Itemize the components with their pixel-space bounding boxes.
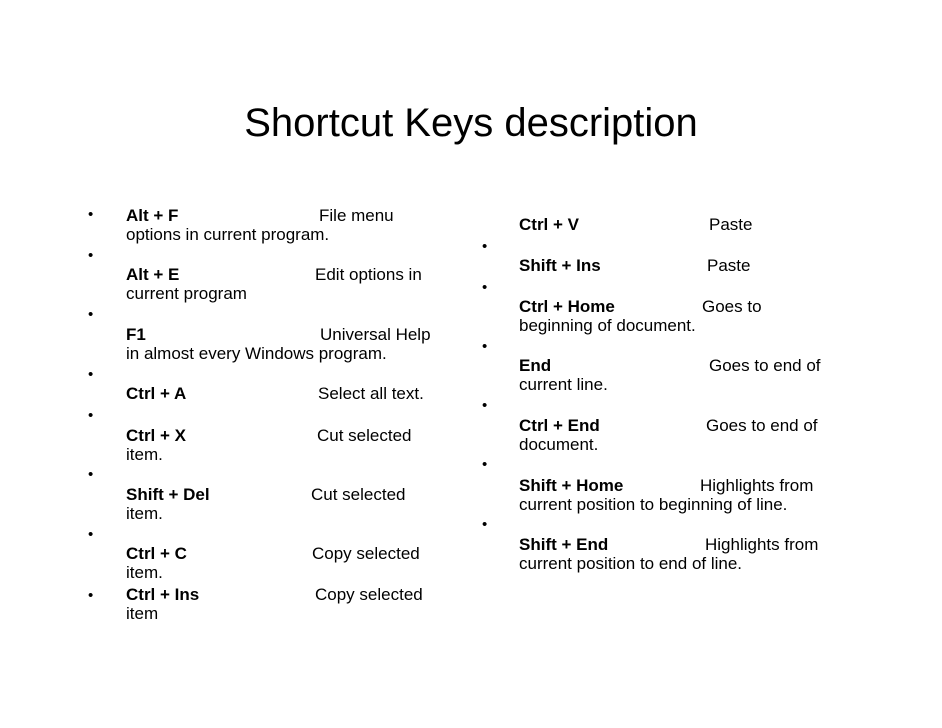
bullet: •: [88, 466, 94, 483]
shortcut-description-continued: item.: [126, 563, 163, 582]
shortcut-description: Universal Help: [320, 325, 431, 344]
bullet: •: [88, 247, 94, 264]
shortcut-description: Select all text.: [318, 384, 424, 403]
shortcut-key: Ctrl + C: [126, 544, 187, 563]
shortcut-key: Ctrl + A: [126, 384, 187, 403]
bullet: •: [88, 206, 94, 223]
shortcut-item: [519, 356, 821, 394]
bullet: •: [88, 366, 94, 383]
shortcut-key: Ctrl + Home: [519, 297, 615, 316]
shortcut-key: Shift + Home: [519, 476, 624, 495]
shortcut-key: Shift + Del: [126, 485, 210, 504]
bullet: •: [482, 238, 488, 255]
shortcut-description: Copy selected: [312, 544, 420, 563]
shortcut-description: File menu: [319, 206, 394, 225]
slide-title: Shortcut Keys description: [244, 101, 698, 145]
bullet: •: [482, 456, 488, 473]
shortcut-description: Goes to end of: [706, 416, 818, 435]
shortcut-description: Edit options in: [315, 265, 422, 284]
shortcut-key: Shift + Ins: [519, 256, 601, 275]
shortcut-item: [519, 297, 762, 335]
shortcut-description-continued: item.: [126, 504, 163, 523]
shortcut-description-continued: current program: [126, 284, 247, 303]
shortcut-key: Shift + End: [519, 535, 609, 554]
shortcut-description-continued: options in current program.: [126, 225, 330, 244]
bullet: •: [88, 306, 94, 323]
bullet: •: [482, 516, 488, 533]
bullet: •: [482, 279, 488, 296]
shortcut-key: Alt + F: [126, 206, 179, 225]
shortcut-item: [126, 206, 394, 244]
shortcut-key: Ctrl + Ins: [126, 585, 200, 604]
bullet: •: [88, 526, 94, 543]
shortcut-key: End: [519, 356, 552, 375]
shortcut-item: [126, 585, 423, 623]
bullet: •: [88, 407, 94, 424]
shortcut-item: [126, 265, 422, 303]
shortcut-item: [519, 416, 818, 454]
shortcut-description: Goes to: [702, 297, 762, 316]
shortcut-description: Copy selected: [315, 585, 423, 604]
shortcut-description-continued: current position to end of line.: [519, 554, 743, 573]
shortcut-description-continued: item: [126, 604, 159, 623]
shortcut-description-continued: current line.: [519, 375, 608, 394]
shortcut-item: [126, 485, 406, 523]
shortcut-description-continued: item.: [126, 445, 163, 464]
shortcut-key: Ctrl + X: [126, 426, 186, 445]
shortcut-item: [126, 426, 412, 464]
shortcut-key: Alt + E: [126, 265, 180, 284]
bullet: •: [482, 397, 488, 414]
shortcut-key: F1: [126, 325, 146, 344]
shortcut-description: Paste: [709, 215, 753, 234]
shortcut-description-continued: document.: [519, 435, 599, 454]
shortcut-item: [126, 325, 431, 363]
shortcut-key: Ctrl + End: [519, 416, 600, 435]
shortcut-description: Cut selected: [311, 485, 406, 504]
shortcut-description-continued: beginning of document.: [519, 316, 696, 335]
shortcut-description-continued: in almost every Windows program.: [126, 344, 387, 363]
shortcut-description: Goes to end of: [709, 356, 821, 375]
shortcut-description: Cut selected: [317, 426, 412, 445]
bullet: •: [482, 338, 488, 355]
shortcut-key: Ctrl + V: [519, 215, 579, 234]
shortcut-item: [519, 476, 814, 514]
shortcut-description: Paste: [707, 256, 751, 275]
shortcut-item: [519, 535, 819, 573]
shortcut-item: [126, 544, 420, 582]
shortcut-description: Highlights from: [705, 535, 819, 554]
bullet: •: [88, 587, 94, 604]
shortcut-description: Highlights from: [700, 476, 814, 495]
shortcut-description-continued: current position to beginning of line.: [519, 495, 788, 514]
